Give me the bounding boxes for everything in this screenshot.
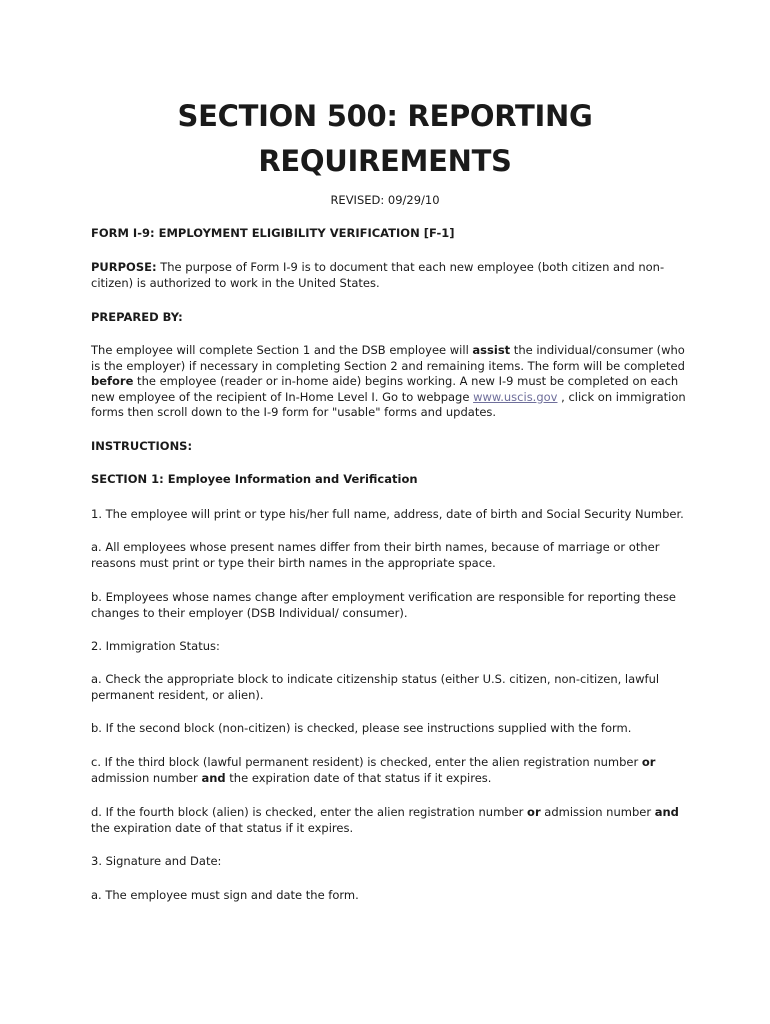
prepared-bold-before: before bbox=[91, 374, 134, 388]
item-1a: a. All employees whose present names differ from their birth names, because of marriage or other reasons must print or type their birth names in the appropriate space. bbox=[91, 540, 660, 570]
title-line-2: REQUIREMENTS bbox=[258, 144, 512, 178]
item-2d-bold-or: or bbox=[527, 805, 541, 819]
item-1b: b. Employees whose names change after employment verification are responsible for reporting these changes to their employer (DSB Individual/ consumer). bbox=[91, 590, 677, 620]
item-1: 1. The employee will print or type his/her full name, address, date of birth and Social Security Number. bbox=[91, 507, 684, 521]
prepared-text-4: , click on immigration forms then scroll down to the I-9 form for "usable" forms and updates. bbox=[91, 389, 686, 419]
item-2: 2. Immigration Status: bbox=[91, 639, 220, 653]
prepared-by-paragraph bbox=[91, 343, 686, 421]
item-2a: a. Check the appropriate block to indicate citizenship status (either U.S. citizen, non-citizen, lawful permanent resident, or alien). bbox=[91, 672, 660, 702]
item-2d bbox=[91, 805, 686, 836]
revised-date: REVISED: 09/29/10 bbox=[330, 193, 440, 207]
prepared-text-2: the individual/consumer (who is the employer) if necessary in completing Section 2 and remaining items. The form will be completed bbox=[91, 343, 685, 373]
item-2d-text-2: admission number bbox=[540, 805, 655, 819]
item-2c-text-3: the expiration date of that status if it expires. bbox=[225, 770, 492, 785]
item-3: 3. Signature and Date: bbox=[91, 854, 222, 868]
purpose-label: PURPOSE: bbox=[91, 260, 157, 274]
prepared-by-heading: PREPARED BY: bbox=[91, 310, 183, 324]
prepared-text-3: the employee (reader or in-home aide) begins working. A new I-9 must be completed on each new employee of the recipient of In-Home Level I. Go to webpage bbox=[91, 374, 679, 404]
prepared-bold-assist: assist bbox=[472, 343, 511, 357]
item-2d-text-1: d. If the fourth block (alien) is checked, enter the alien registration number bbox=[91, 805, 528, 819]
item-2c bbox=[91, 755, 686, 786]
uscis-link[interactable]: www.uscis.gov bbox=[473, 389, 558, 404]
page-title bbox=[0, 94, 770, 184]
item-2c-text-2: admission number bbox=[91, 770, 202, 785]
item-2b: b. If the second block (non-citizen) is checked, please see instructions supplied with the form. bbox=[91, 721, 632, 735]
item-2c-bold-or: or bbox=[641, 755, 656, 769]
title-line-1: SECTION 500: REPORTING bbox=[177, 99, 593, 133]
item-3a: a. The employee must sign and date the form. bbox=[91, 888, 359, 902]
item-2d-bold-and: and bbox=[654, 805, 679, 819]
section-1-heading: SECTION 1: Employee Information and Verification bbox=[91, 472, 418, 486]
instructions-heading: INSTRUCTIONS: bbox=[91, 439, 193, 453]
form-heading: FORM I-9: EMPLOYMENT ELIGIBILITY VERIFICATION [F-1] bbox=[91, 226, 455, 240]
item-2c-bold-and: and bbox=[201, 770, 226, 785]
prepared-text-1: The employee will complete Section 1 and the DSB employee will bbox=[91, 343, 473, 357]
item-2d-text-3: the expiration date of that status if it expires. bbox=[91, 820, 354, 835]
purpose-text: The purpose of Form I-9 is to document that each new employee (both citizen and non-citizen) is authorized to work in the United States. bbox=[91, 260, 665, 290]
purpose-paragraph bbox=[91, 260, 686, 291]
item-2c-text-1: c. If the third block (lawful permanent resident) is checked, enter the alien registration number bbox=[91, 755, 642, 769]
